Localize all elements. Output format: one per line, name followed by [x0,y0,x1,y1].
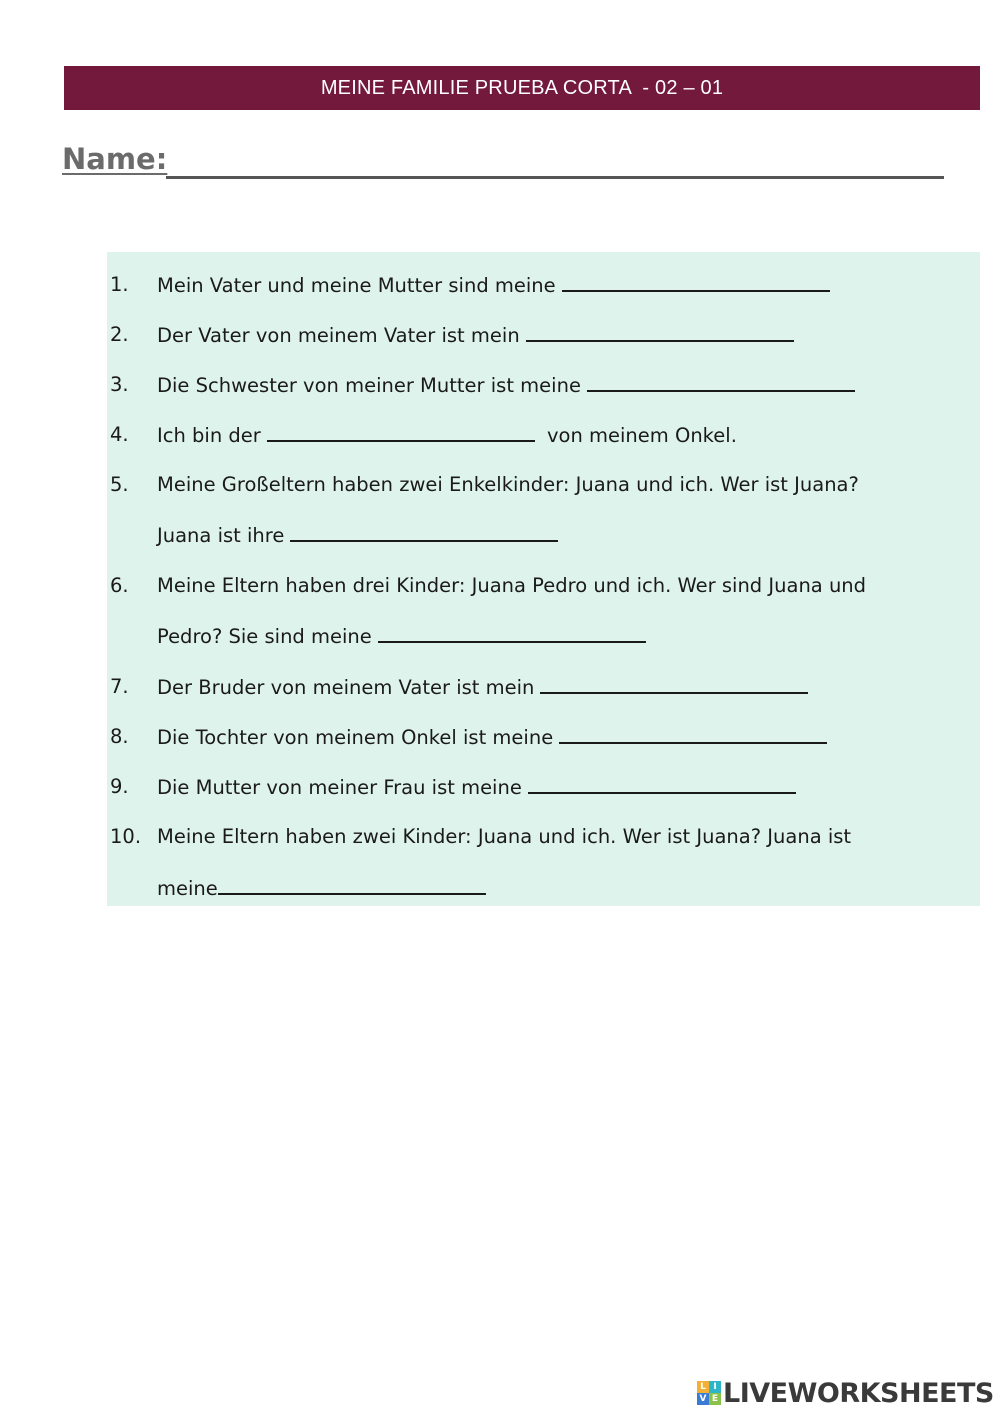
question-prompt: Juana ist ihre [157,524,285,547]
answer-blank-3[interactable] [587,370,855,392]
question-number: 4. [110,423,129,446]
question-text [157,672,814,703]
question-text: Meine Großeltern haben zwei Enkelkinder: Juana und ich. Wer ist Juana? [157,473,859,496]
title-banner [64,66,980,110]
answer-blank-9[interactable] [528,772,796,794]
question-text [157,520,564,551]
question-text: Meine Eltern haben zwei Kinder: Juana und ich. Wer ist Juana? Juana ist [157,825,852,848]
page-title: MEINE FAMILIE PRUEBA CORTA - 02 – 01 [320,76,724,99]
question-number: 8. [110,725,129,748]
question-text [157,873,492,904]
name-label: Name: [62,142,168,176]
question-number: 9. [110,775,129,798]
question-number: 5. [110,473,129,496]
name-input-line[interactable] [166,176,944,179]
question-prompt: Die Mutter von meiner Frau ist meine [157,776,522,799]
question-text [157,621,652,652]
logo-icon-tile: V [697,1393,709,1405]
question-prompt: Ich bin der [157,424,261,447]
answer-blank-6[interactable] [378,621,646,643]
question-text [157,772,802,803]
question-prompt: Mein Vater und meine Mutter sind meine [157,274,556,297]
question-text: Meine Eltern haben drei Kinder: Juana Pedro und ich. Wer sind Juana und [157,574,867,597]
question-text [157,320,800,351]
question-number: 6. [110,574,129,597]
question-number: 2. [110,323,129,346]
question-number: 10. [110,825,142,848]
liveworksheets-logo [697,1378,994,1408]
liveworksheets-icon [697,1381,721,1405]
question-prompt: Der Vater von meinem Vater ist mein [157,324,520,347]
question-prompt: Der Bruder von meinem Vater ist mein [157,676,535,699]
answer-blank-1[interactable] [562,270,830,292]
question-prompt-end: von meinem Onkel. [546,424,737,447]
question-prompt: meine [157,877,218,900]
question-prompt: Die Tochter von meinem Onkel ist meine [157,726,554,749]
answer-blank-2[interactable] [526,320,794,342]
logo-icon-tile: L [697,1381,709,1393]
logo-text: LIVEWORKSHEETS [723,1377,994,1409]
answer-blank-10[interactable] [218,873,486,895]
name-row [62,142,944,186]
question-text [157,370,861,401]
question-number: 3. [110,373,129,396]
question-number: 7. [110,675,129,698]
question-text [157,420,737,451]
question-text [157,722,833,753]
question-prompt: Pedro? Sie sind meine [157,625,372,648]
answer-blank-8[interactable] [559,722,827,744]
question-list [107,252,980,906]
logo-icon-tile: I [709,1381,721,1393]
answer-blank-7[interactable] [540,672,808,694]
question-text [157,270,836,301]
question-prompt: Die Schwester von meiner Mutter ist meine [157,374,581,397]
answer-blank-4[interactable] [267,420,535,442]
logo-icon-tile: E [709,1393,721,1405]
question-number: 1. [110,273,129,296]
answer-blank-5[interactable] [290,520,558,542]
